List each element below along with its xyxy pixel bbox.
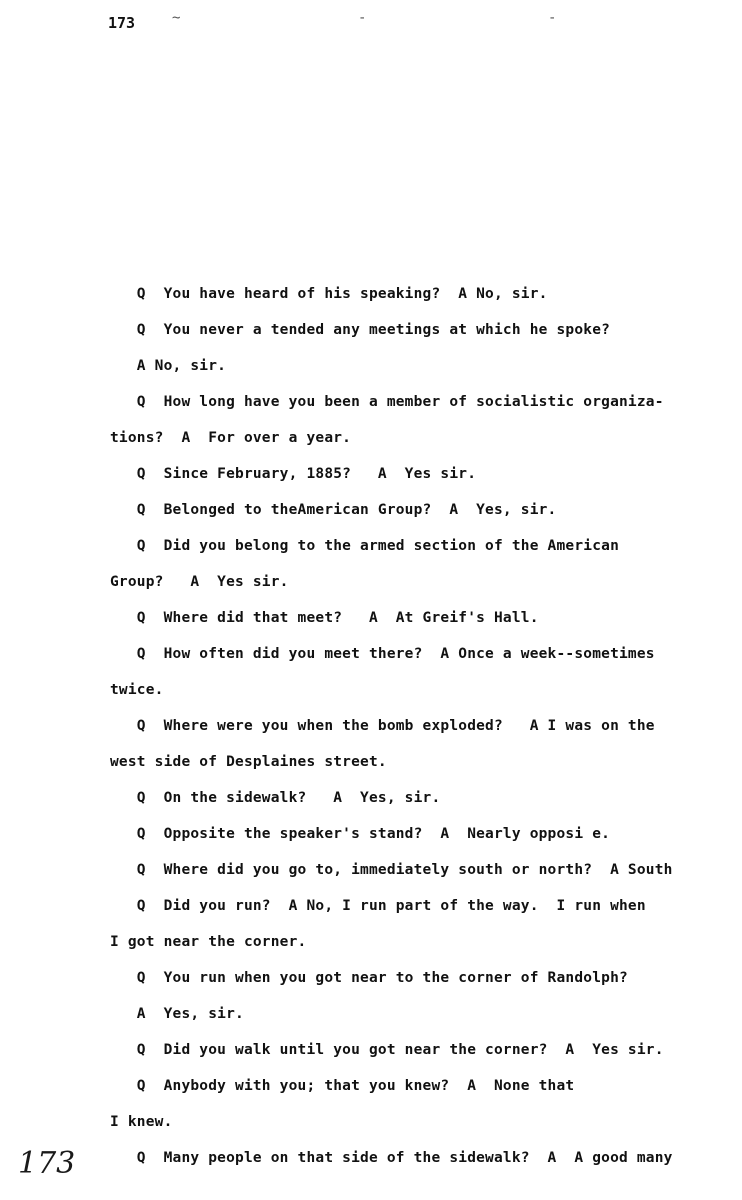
handwritten-page-number: 173 <box>18 1146 76 1181</box>
stray-mark-3: - <box>548 10 557 26</box>
transcript-line: Q Since February, 1885? A Yes sir. <box>110 466 477 482</box>
transcript-line: Q On the sidewalk? A Yes, sir. <box>110 790 441 806</box>
stray-mark-1: ~ <box>172 10 181 26</box>
transcript-line: Q How long have you been a member of socialistic organiza- <box>110 394 664 410</box>
transcript-line: A No, sir. <box>110 358 227 374</box>
transcript-line: A Yes, sir. <box>110 1006 244 1022</box>
transcript-line: Q You have heard of his speaking? A No, sir. <box>110 286 548 302</box>
transcript-line: Q Where were you when the bomb exploded? A I was on the <box>110 718 655 734</box>
transcript-line: Q Where did you go to, immediately south or north? A South <box>110 862 673 878</box>
transcript-line: Q You never a tended any meetings at which he spoke? <box>110 322 611 338</box>
transcript-line: Q Did you walk until you got near the corner? A Yes sir. <box>110 1042 664 1058</box>
transcript-line: Q Did you run? A No, I run part of the way. I run when <box>110 898 646 914</box>
transcript-line: Q Many people on that side of the sidewalk? A A good many <box>110 1150 673 1166</box>
transcript-line: Q Where did that meet? A At Greif's Hall. <box>110 610 539 626</box>
transcript-line: Q Did you belong to the armed section of the American <box>110 538 619 554</box>
transcript-line: tions? A For over a year. <box>110 430 352 446</box>
transcript-line: I got near the corner. <box>110 934 307 950</box>
transcript-line: Q How often did you meet there? A Once a week--sometimes <box>110 646 655 662</box>
transcript-line: Q Belonged to theAmerican Group? A Yes, sir. <box>110 502 557 518</box>
transcript-line: twice. <box>110 682 164 698</box>
transcript-line: Q You run when you got near to the corner of Randolph? <box>110 970 628 986</box>
transcript-line: west side of Desplaines street. <box>110 754 387 770</box>
transcript-line: I knew. <box>110 1114 173 1130</box>
stray-mark-2: - <box>358 10 367 26</box>
page-number: 173 <box>108 14 136 32</box>
transcript-line: Q Opposite the speaker's stand? A Nearly opposi e. <box>110 826 611 842</box>
testimony-transcript <box>110 283 710 1183</box>
transcript-line: Group? A Yes sir. <box>110 574 289 590</box>
transcript-line: Q Anybody with you; that you knew? A None that <box>110 1078 575 1094</box>
